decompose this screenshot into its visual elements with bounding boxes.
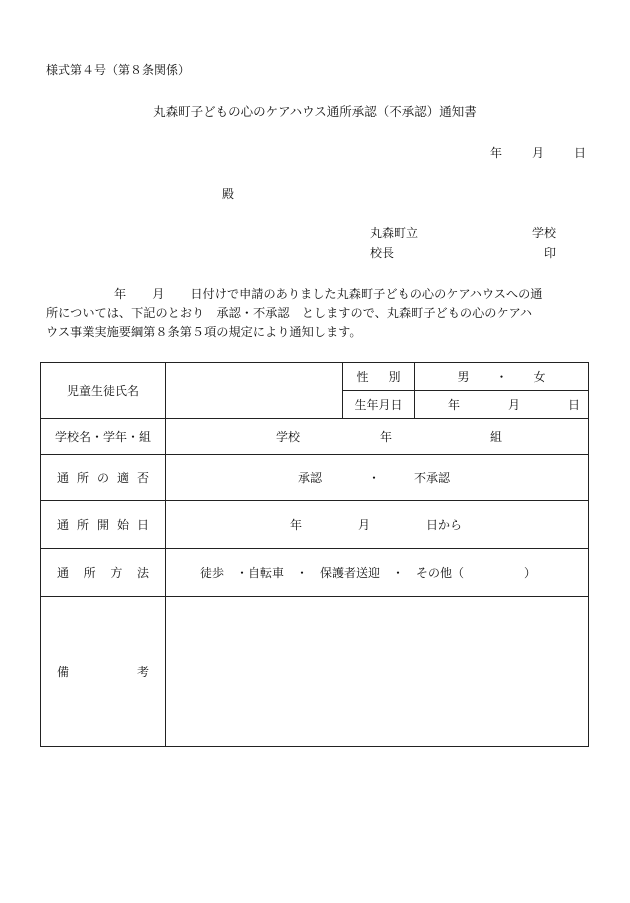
issue-date xyxy=(490,145,586,161)
notice-body-line-1: 年 月 日付けで申請のありました丸森町子どもの心のケアハウスへの通 xyxy=(114,287,543,301)
sender-school: 学校 xyxy=(531,226,556,240)
notice-form-table xyxy=(40,362,589,747)
notice-body xyxy=(46,285,588,342)
sender-school-line xyxy=(370,225,556,241)
approval-no[interactable]: 不承認 xyxy=(414,471,451,485)
gender-field[interactable]: 男 ・ 女 xyxy=(415,363,589,391)
method-field[interactable]: 徒歩 ・自転車 ・ 保護者送迎 ・ その他（ ） xyxy=(166,549,589,597)
sender-prefix: 丸森町立 xyxy=(370,226,419,240)
sender-seal: 印 xyxy=(543,246,556,260)
gender-male[interactable]: 男 xyxy=(457,370,470,384)
remarks-field[interactable] xyxy=(166,597,589,747)
student-name-field[interactable] xyxy=(166,363,343,419)
start-date-field[interactable]: 年 月 日から xyxy=(166,501,589,549)
notice-body-line-2: 所については、下記のとおり 承認・不承認 としますので、丸森町子どもの心のケアハ xyxy=(46,306,533,320)
start-date-label: 通 所 開 始 日 xyxy=(41,501,166,549)
approval-yes[interactable]: 承認 xyxy=(298,471,323,485)
notice-body-line-3: ウス事業実施要綱第８条第５項の規定により通知します。 xyxy=(46,325,362,339)
method-label: 通 所 方 法 xyxy=(41,549,166,597)
issue-date-day: 日 xyxy=(573,146,586,160)
birth-date-field[interactable]: 年 月 日 xyxy=(415,391,589,419)
gender-label: 性 別 xyxy=(343,363,415,391)
gender-female[interactable]: 女 xyxy=(533,370,546,384)
issue-date-month: 月 xyxy=(531,146,544,160)
remarks-label: 備 考 xyxy=(41,597,166,747)
school-grade-class-label: 学校名・学年・組 xyxy=(41,419,166,455)
student-name-label: 児童生徒氏名 xyxy=(41,363,166,419)
document-title: 丸森町子どもの心のケアハウス通所承認（不承認）通知書 xyxy=(153,104,477,119)
issue-date-year: 年 xyxy=(490,146,503,160)
approval-label: 通 所 の 適 否 xyxy=(41,455,166,501)
birth-date-label: 生年月日 xyxy=(343,391,415,419)
approval-field[interactable]: 承認 ・ 不承認 xyxy=(166,455,589,501)
sender-principal: 校長 xyxy=(370,246,395,260)
form-number: 様式第４号（第８条関係） xyxy=(46,63,191,77)
sender-principal-line xyxy=(370,245,556,261)
school-grade-class-field[interactable]: 学校 年 組 xyxy=(166,419,589,455)
addressee-suffix: 殿 xyxy=(222,187,235,201)
